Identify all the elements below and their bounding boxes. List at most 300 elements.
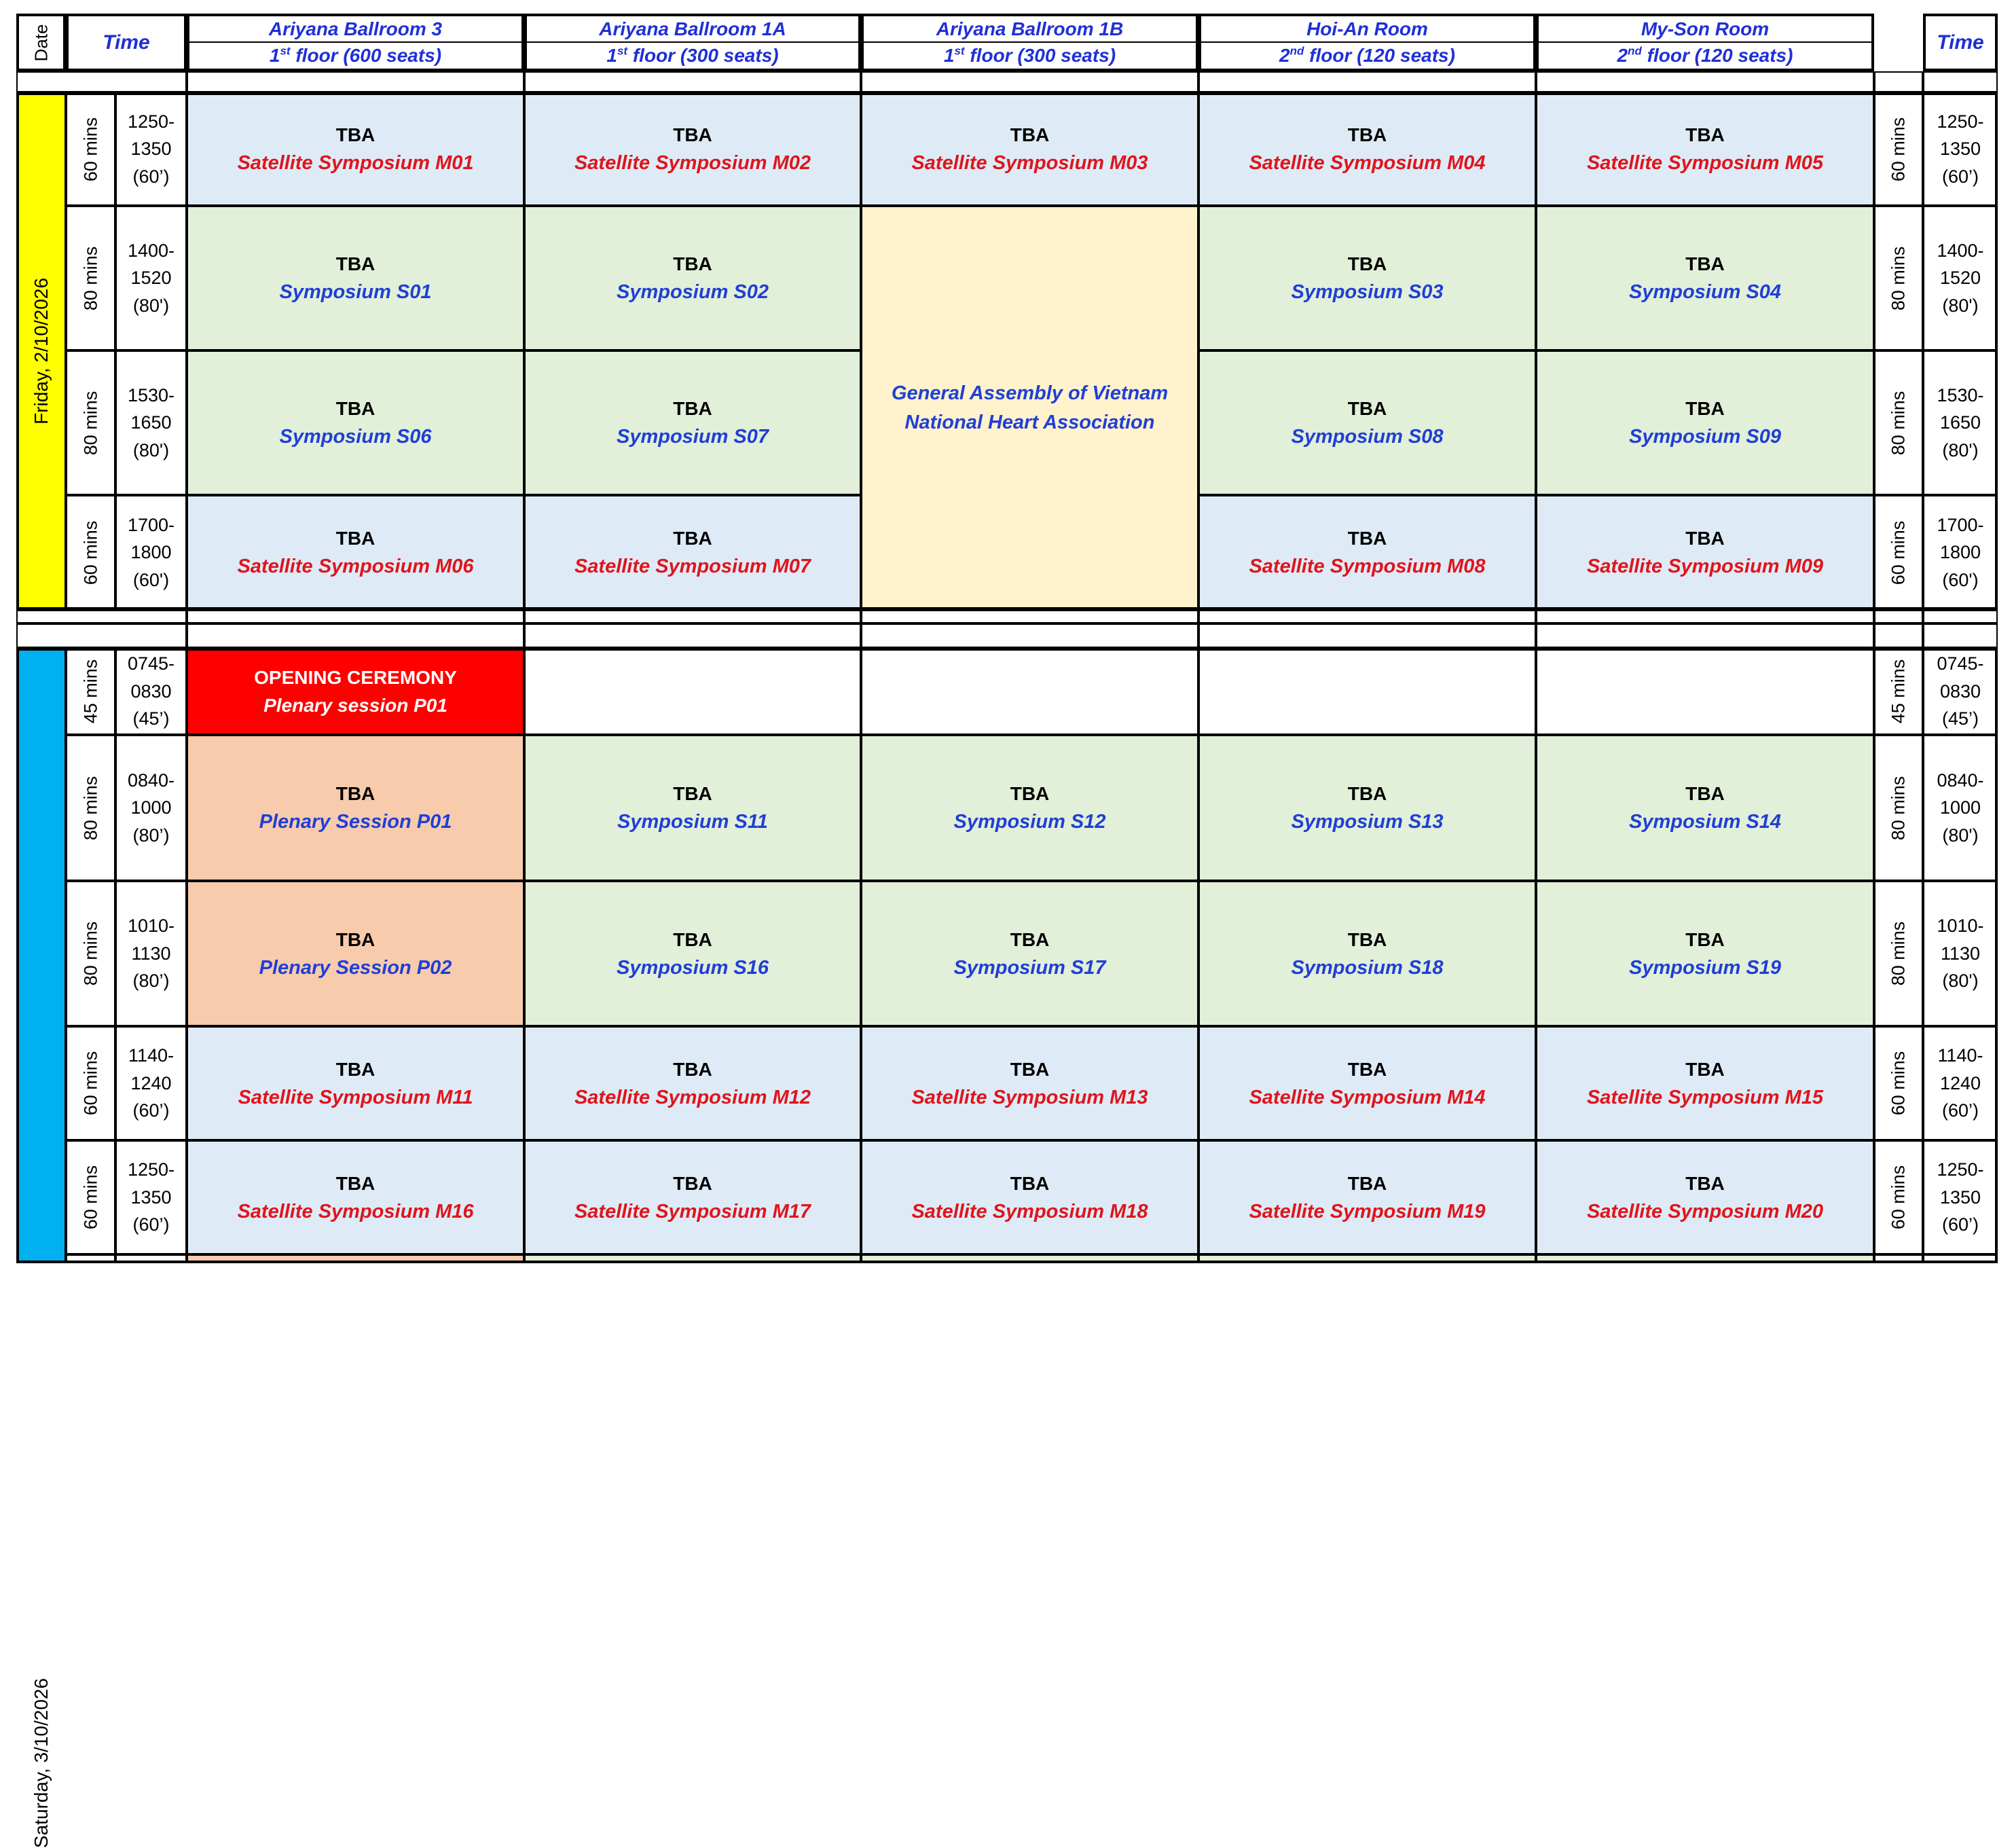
time-length: (80') [1942, 439, 1979, 460]
empty-cell [1536, 648, 1874, 735]
spacer-cell [524, 610, 861, 623]
symposium-cell [1536, 1254, 1874, 1263]
duration-cell-right [1874, 1254, 1923, 1263]
duration-label: 60 mins [1888, 1165, 1909, 1230]
satellite-symposium-cell [861, 1140, 1198, 1254]
timeslot-cell [115, 350, 187, 495]
date-header [16, 14, 66, 71]
room-floor [606, 44, 778, 67]
timeslot-cell [115, 495, 187, 610]
timeslot-cell [115, 881, 187, 1026]
time-start: 1400- [127, 240, 175, 261]
tba-label: TBA [335, 1172, 376, 1194]
timeslot-cell [115, 206, 187, 350]
time-end: 1130 [1940, 943, 1981, 964]
time-start: 1250- [127, 1159, 175, 1180]
session-title: Symposium S17 [953, 956, 1106, 979]
duration-label: 80 mins [80, 776, 100, 840]
duration-label: 80 mins [1888, 921, 1909, 986]
session-title: Satellite Symposium M14 [1249, 1086, 1486, 1108]
room-floor-header [1536, 41, 1874, 71]
spacer-cell [1536, 71, 1874, 92]
spacer-cell [1536, 623, 1874, 648]
session-title: Satellite Symposium M12 [574, 1086, 811, 1108]
duration-label: 45 mins [80, 659, 100, 724]
satellite-symposium-cell [1536, 1140, 1874, 1254]
time-end: 1130 [131, 943, 171, 964]
room-floor-header [187, 41, 524, 71]
tba-label: TBA [1347, 253, 1387, 275]
duration-label: 60 mins [1888, 117, 1909, 181]
room-name: Ariyana Ballroom 1B [936, 18, 1124, 39]
time-start: 1250- [1937, 1159, 1984, 1180]
duration-cell [66, 1140, 115, 1254]
plenary-session-cell [187, 881, 524, 1026]
floor-seats: floor (300 seats) [627, 45, 779, 67]
session-title: Satellite Symposium M09 [1586, 556, 1824, 578]
floor-suffix: st [617, 44, 628, 58]
timeslot-cell-right [1923, 1254, 1998, 1263]
spacer-cell [187, 623, 524, 648]
floor-suffix: nd [1289, 44, 1304, 58]
session-title: Symposium S01 [279, 281, 432, 304]
duration-cell [66, 206, 115, 350]
room-floor [270, 44, 441, 67]
room-header [524, 14, 861, 43]
session-title: Satellite Symposium M03 [911, 152, 1148, 175]
tba-label: TBA [673, 783, 712, 805]
satellite-symposium-cell [187, 1140, 524, 1254]
spacer-cell [1536, 610, 1874, 623]
tba-label: TBA [673, 928, 712, 950]
time-length: (80') [1942, 295, 1979, 316]
date-cell-friday [16, 92, 66, 610]
floor-suffix: st [280, 44, 291, 58]
time-start: 1250- [127, 111, 175, 132]
satellite-symposium-cell [187, 92, 524, 206]
time-length: (80') [1942, 825, 1979, 846]
satellite-symposium-cell [524, 495, 861, 610]
room-header [187, 14, 524, 43]
satellite-symposium-cell [187, 1026, 524, 1140]
duration-label: 60 mins [80, 520, 100, 585]
symposium-cell [861, 1254, 1198, 1263]
duration-cell [66, 1254, 115, 1263]
symposium-cell [1198, 206, 1536, 350]
room-floor-header [1198, 41, 1536, 71]
symposium-cell [524, 350, 861, 495]
satellite-symposium-cell [1536, 92, 1874, 206]
time-start: 1700- [1937, 514, 1984, 535]
spacer-cell [1198, 610, 1536, 623]
symposium-cell [861, 735, 1198, 881]
floor-number: 2 [1617, 45, 1628, 67]
date-label: Saturday, 3/10/2026 [30, 1678, 52, 1848]
satellite-symposium-cell [187, 495, 524, 610]
floor-seats: floor (120 seats) [1641, 45, 1793, 67]
timeslot-cell-right [1923, 881, 1998, 1026]
assembly-line-2: National Heart Association [904, 411, 1155, 433]
session-title: Plenary Session P02 [259, 956, 452, 979]
symposium-cell [861, 881, 1198, 1026]
opening-title: OPENING CEREMONY [254, 667, 457, 689]
room-floor-header [524, 41, 861, 71]
room-header [861, 14, 1198, 43]
duration-label: 60 mins [80, 1165, 100, 1230]
room-header [1536, 14, 1874, 43]
session-title: Satellite Symposium M19 [1249, 1200, 1486, 1222]
floor-number: 2 [1279, 45, 1290, 67]
spacer-cell [1874, 610, 1923, 623]
spacer-cell [861, 623, 1198, 648]
session-title: Satellite Symposium M06 [237, 556, 474, 578]
duration-cell-right [1874, 735, 1923, 881]
tba-label: TBA [673, 253, 712, 275]
spacer-cell [187, 610, 524, 623]
session-title: Satellite Symposium M07 [574, 556, 811, 578]
tba-label: TBA [673, 1172, 712, 1194]
time-start: 1140- [128, 1045, 175, 1066]
time-length: (60’) [132, 166, 170, 187]
duration-label: 80 mins [80, 921, 100, 986]
session-title: Symposium S09 [1628, 426, 1782, 448]
time-header-right [1923, 14, 1998, 71]
tba-label: TBA [1347, 1058, 1387, 1080]
time-length: (60’) [1941, 166, 1979, 187]
floor-seats: floor (120 seats) [1304, 45, 1455, 67]
session-title: Satellite Symposium M15 [1586, 1086, 1824, 1108]
time-start: 1010- [1937, 916, 1984, 937]
duration-cell [66, 881, 115, 1026]
session-title: Satellite Symposium M16 [237, 1200, 474, 1222]
session-title: Symposium S19 [1628, 956, 1782, 979]
duration-label: 60 mins [80, 117, 100, 181]
room-header [1198, 14, 1536, 43]
session-title: Satellite Symposium M20 [1586, 1200, 1824, 1222]
time-length: (60’) [132, 1214, 170, 1235]
time-end: 1350 [1939, 1186, 1981, 1208]
time-length: (60’) [1941, 1100, 1979, 1121]
symposium-cell [1536, 206, 1874, 350]
time-end: 1350 [130, 139, 172, 160]
tba-label: TBA [673, 1058, 712, 1080]
duration-cell-right [1874, 1026, 1923, 1140]
tba-label: TBA [673, 398, 712, 420]
timeslot-cell [115, 648, 187, 735]
symposium-cell [1536, 881, 1874, 1026]
time-header-left [66, 14, 187, 71]
satellite-symposium-cell [861, 92, 1198, 206]
timeslot-cell-right [1923, 495, 1998, 610]
spacer-cell [1874, 623, 1923, 648]
tba-label: TBA [1010, 783, 1050, 805]
time-end: 1800 [1939, 542, 1981, 563]
satellite-symposium-cell [1536, 1026, 1874, 1140]
time-length: (45’) [1941, 708, 1979, 729]
timeslot-cell-right [1923, 1026, 1998, 1140]
duration-cell-right [1874, 881, 1923, 1026]
tba-label: TBA [1010, 1058, 1050, 1080]
spacer-cell [1874, 71, 1923, 92]
time-start: 1140- [1937, 1045, 1983, 1066]
spacer-cell [187, 71, 524, 92]
spacer-cell [861, 71, 1198, 92]
time-start: 0840- [127, 769, 175, 791]
time-length: (80') [132, 295, 170, 316]
duration-label: 80 mins [80, 391, 100, 455]
spacer-cell [524, 623, 861, 648]
tba-label: TBA [1685, 1172, 1725, 1194]
tba-label: TBA [335, 253, 376, 275]
session-title: Satellite Symposium M01 [237, 152, 474, 175]
assembly-line-1: General Assembly of Vietnam [891, 382, 1169, 405]
date-header-label: Date [31, 24, 51, 61]
session-title: Symposium S06 [279, 426, 432, 448]
session-title: Symposium S13 [1291, 811, 1444, 833]
symposium-cell [1198, 881, 1536, 1026]
time-length: (60’) [132, 1100, 170, 1121]
satellite-symposium-cell [1198, 1026, 1536, 1140]
tba-label: TBA [1685, 124, 1725, 146]
time-start: 0840- [1937, 769, 1984, 791]
tba-label: TBA [1347, 783, 1387, 805]
duration-cell-right [1874, 495, 1923, 610]
symposium-cell [187, 350, 524, 495]
session-title: Satellite Symposium M13 [911, 1086, 1148, 1108]
session-title: Plenary Session P01 [259, 811, 452, 833]
symposium-cell [524, 1254, 861, 1263]
spacer-cell [16, 610, 187, 623]
time-header-label: Time [1937, 31, 1984, 54]
date-cell-saturday [16, 648, 66, 1848]
time-end: 1350 [1939, 139, 1981, 160]
spacer-cell [524, 71, 861, 92]
symposium-cell [1536, 350, 1874, 495]
spacer-cell [861, 610, 1198, 623]
session-title: Symposium S11 [617, 811, 768, 833]
tba-label: TBA [335, 528, 376, 549]
duration-cell [66, 92, 115, 206]
timeslot-cell [115, 1140, 187, 1254]
empty-cell [861, 648, 1198, 735]
tba-label: TBA [673, 528, 712, 549]
session-title: Satellite Symposium M18 [911, 1200, 1148, 1222]
floor-suffix: st [954, 44, 965, 58]
timeslot-cell-right [1923, 206, 1998, 350]
tba-label: TBA [673, 124, 712, 146]
timeslot-cell-right [1923, 350, 1998, 495]
symposium-cell [1198, 1254, 1536, 1263]
session-title: Symposium S16 [616, 956, 769, 979]
room-floor-header [861, 41, 1198, 71]
spacer-cell [16, 623, 187, 648]
time-length: (60’) [1941, 1214, 1979, 1235]
spacer-cell [1198, 71, 1536, 92]
plenary-session-cell [187, 1254, 524, 1263]
room-name: My-Son Room [1641, 18, 1770, 39]
tba-label: TBA [335, 124, 376, 146]
duration-cell [66, 735, 115, 881]
satellite-symposium-cell [1198, 495, 1536, 610]
time-end: 1650 [1939, 412, 1981, 433]
tba-label: TBA [1347, 1172, 1387, 1194]
plenary-session-cell [187, 735, 524, 881]
spacer-cell [16, 71, 187, 92]
session-title: Symposium S02 [616, 281, 769, 304]
floor-number: 1 [606, 45, 617, 67]
time-end: 1650 [130, 412, 172, 433]
duration-label: 45 mins [1888, 659, 1909, 724]
satellite-symposium-cell [524, 1140, 861, 1254]
symposium-cell [524, 735, 861, 881]
tba-label: TBA [1685, 398, 1725, 420]
satellite-symposium-cell [1198, 92, 1536, 206]
duration-cell [66, 350, 115, 495]
time-end: 0830 [130, 681, 172, 702]
room-floor [944, 44, 1116, 67]
session-title: Symposium S03 [1291, 281, 1444, 304]
time-start: 0745- [127, 653, 175, 674]
session-title: Satellite Symposium M17 [574, 1200, 811, 1222]
spacer-cell [1923, 610, 1998, 623]
time-end: 1240 [1939, 1072, 1981, 1093]
duration-cell-right [1874, 1140, 1923, 1254]
tba-label: TBA [335, 783, 376, 805]
tba-label: TBA [1347, 398, 1387, 420]
opening-subtitle: Plenary session P01 [263, 695, 447, 717]
time-start: 1700- [127, 514, 175, 535]
duration-label: 60 mins [1888, 1051, 1909, 1116]
tba-label: TBA [1685, 253, 1725, 275]
satellite-symposium-cell [1536, 495, 1874, 610]
time-end: 1520 [1939, 268, 1981, 289]
time-start: 1400- [1937, 240, 1984, 261]
duration-cell-right [1874, 648, 1923, 735]
time-length: (80’) [132, 825, 170, 846]
symposium-cell [1536, 735, 1874, 881]
tba-label: TBA [1010, 124, 1050, 146]
time-end: 1000 [1939, 797, 1981, 818]
general-assembly-cell [861, 206, 1198, 610]
session-title: Symposium S12 [953, 811, 1106, 833]
time-end: 1800 [130, 542, 172, 563]
time-length: (60') [132, 569, 170, 590]
empty-cell [1198, 648, 1536, 735]
duration-cell [66, 495, 115, 610]
floor-number: 1 [943, 45, 955, 67]
time-length: (80’) [132, 971, 170, 992]
duration-label: 80 mins [80, 246, 100, 310]
symposium-cell [524, 881, 861, 1026]
tba-label: TBA [335, 928, 376, 950]
tba-label: TBA [1347, 528, 1387, 549]
tba-label: TBA [335, 398, 376, 420]
room-name: Ariyana Ballroom 1A [599, 18, 786, 39]
time-end: 0830 [1939, 681, 1981, 702]
satellite-symposium-cell [524, 1026, 861, 1140]
duration-cell-right [1874, 206, 1923, 350]
time-end: 1520 [130, 268, 172, 289]
duration-label: 80 mins [1888, 776, 1909, 840]
tba-label: TBA [1685, 528, 1725, 549]
spacer-cell [1198, 623, 1536, 648]
tba-label: TBA [1347, 124, 1387, 146]
empty-cell [524, 648, 861, 735]
session-title: Satellite Symposium M05 [1586, 152, 1824, 175]
symposium-cell [524, 206, 861, 350]
time-end: 1240 [130, 1072, 172, 1093]
session-title: Symposium S14 [1628, 811, 1782, 833]
duration-label: 80 mins [1888, 391, 1909, 455]
time-header-label: Time [103, 31, 150, 54]
room-name: Hoi-An Room [1306, 18, 1428, 39]
session-title: Symposium S07 [616, 426, 769, 448]
date-label: Friday, 2/10/2026 [30, 278, 52, 424]
time-length: (80') [132, 439, 170, 460]
floor-seats: floor (300 seats) [964, 45, 1116, 67]
time-end: 1350 [130, 1186, 172, 1208]
symposium-cell [1198, 350, 1536, 495]
time-end: 1000 [130, 797, 172, 818]
tba-label: TBA [1685, 783, 1725, 805]
floor-number: 1 [269, 45, 280, 67]
time-start: 0745- [1937, 653, 1984, 674]
time-length: (60') [1942, 569, 1979, 590]
session-title: Satellite Symposium M04 [1249, 152, 1486, 175]
room-floor [1617, 44, 1793, 67]
time-length: (80') [1942, 971, 1979, 992]
duration-cell-right [1874, 350, 1923, 495]
timeslot-cell-right [1923, 648, 1998, 735]
opening-ceremony-cell [187, 648, 524, 735]
time-length: (45’) [132, 708, 170, 729]
session-title: Satellite Symposium M08 [1249, 556, 1486, 578]
session-title: Satellite Symposium M11 [238, 1086, 473, 1108]
satellite-symposium-cell [1198, 1140, 1536, 1254]
room-name: Ariyana Ballroom 3 [268, 18, 443, 39]
duration-label: 80 mins [1888, 246, 1909, 310]
tba-label: TBA [1347, 928, 1387, 950]
session-title: Symposium S18 [1291, 956, 1444, 979]
floor-suffix: nd [1628, 44, 1642, 58]
time-start: 1250- [1937, 111, 1984, 132]
symposium-cell [187, 206, 524, 350]
timeslot-cell-right [1923, 1140, 1998, 1254]
symposium-cell [1198, 735, 1536, 881]
duration-cell-right [1874, 92, 1923, 206]
tba-label: TBA [1010, 928, 1050, 950]
spacer-cell [1923, 71, 1998, 92]
satellite-symposium-cell [861, 1026, 1198, 1140]
duration-label: 60 mins [1888, 520, 1909, 585]
duration-cell [66, 1026, 115, 1140]
tba-label: TBA [335, 1058, 376, 1080]
time-start: 1530- [1937, 384, 1984, 405]
session-title: Satellite Symposium M02 [574, 152, 811, 175]
floor-seats: floor (600 seats) [290, 45, 442, 67]
duration-label: 60 mins [80, 1051, 100, 1116]
satellite-symposium-cell [524, 92, 861, 206]
time-start: 1010- [127, 916, 175, 937]
tba-label: TBA [1685, 1058, 1725, 1080]
session-title: Symposium S08 [1291, 426, 1444, 448]
time-start: 1530- [127, 384, 175, 405]
session-title: Symposium S04 [1628, 281, 1782, 304]
tba-label: TBA [1010, 1172, 1050, 1194]
duration-cell [66, 648, 115, 735]
spacer-cell [1923, 623, 1998, 648]
timeslot-cell-right [1923, 735, 1998, 881]
